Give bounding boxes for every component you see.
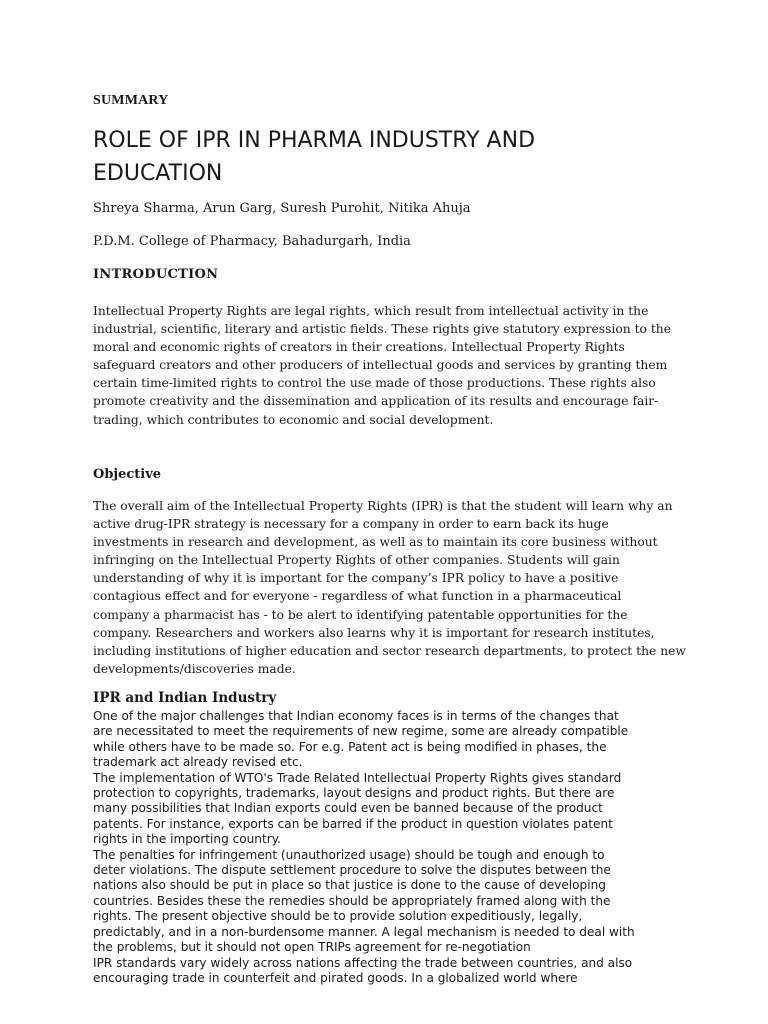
paragraph-line: promote creativity and the dissemination and application of its results and encourage fair- [93, 394, 659, 409]
paragraph-line: active drug-IPR strategy is necessary for a company in order to earn back its huge [93, 517, 609, 532]
paragraph-line: deter violations. The dispute settlement procedure to solve the disputes between the [93, 863, 611, 878]
paragraph-line: patents. For instance, exports can be barred if the product in question violates patent [93, 816, 613, 831]
summary-label: SUMMARY [93, 93, 169, 108]
paragraph-line: rights. The present objective should be to provide solution expeditiously, legally, [93, 909, 583, 924]
title-line: EDUCATION [93, 161, 223, 186]
paragraph-line: trading, which contributes to economic and social development. [93, 412, 494, 427]
paragraph-line: IPR standards vary widely across nations affecting the trade between countries, and also [93, 955, 633, 970]
paragraph-line: rights in the importing country. [93, 832, 281, 847]
paragraph-line: certain time-limited rights to control the use made of those productions. These rights also [93, 376, 656, 391]
ipr-indian-industry-heading: IPR and Indian Industry [93, 690, 277, 706]
authors-line: Shreya Sharma, Arun Garg, Suresh Purohit, Nitika Ahuja [93, 201, 471, 216]
paragraph-line: The penalties for infringement (unauthorized usage) should be tough and enough to [93, 847, 605, 862]
paragraph-line: the problems, but it should not open TRIPs agreement for re-negotiation [93, 940, 531, 955]
paragraph-line: industrial, scientific, literary and artistic fields. These rights give statutory expression to the [93, 322, 671, 337]
paragraph-line: understanding of why it is important for the company’s IPR policy to have a positive [93, 571, 619, 586]
paragraph-line: are necessitated to meet the requirements of new regime, some are already compatible [93, 724, 629, 739]
objective-heading: Objective [93, 467, 162, 482]
paragraph-line: many possibilities that Indian exports could even be banned because of the product [93, 801, 603, 816]
paragraph-line: developments/discoveries made. [93, 661, 296, 676]
paragraph-line: infringing on the Intellectual Property Rights of other companies. Students will gain [93, 553, 620, 568]
introduction-paragraph [93, 302, 671, 429]
paragraph-line: company. Researchers and workers also learns why it is important for research institutes, [93, 625, 655, 640]
paragraph-line: protection to copyrights, trademarks, layout designs and product rights. But there are [93, 786, 615, 801]
objective-paragraph [93, 497, 686, 678]
paragraph-line: including institutions of higher education and sector research departments, to protect the new [93, 643, 686, 658]
paragraph-line: while others have to be made so. For e.g. Patent act is being modified in phases, the [93, 739, 607, 754]
paragraph-line: One of the major challenges that Indian economy faces is in terms of the changes that [93, 709, 619, 723]
paragraph-line: The overall aim of the Intellectual Property Rights (IPR) is that the student will learn why an [93, 499, 673, 513]
introduction-heading: INTRODUCTION [93, 267, 219, 282]
paragraph-line: encouraging trade in counterfeit and pirated goods. In a globalized world where [93, 970, 578, 985]
paragraph-line: investments in research and development, as well as to maintain its core business without [93, 535, 658, 550]
paragraph-line: nations also should be put in place so that justice is done to the cause of developing [93, 878, 606, 893]
paragraph-line: moral and economic rights of creators in their creations. Intellectual Property Rights [93, 340, 625, 355]
paragraph-line: Intellectual Property Rights are legal rights, which result from intellectual activity in the [93, 304, 649, 318]
paragraph-line: countries. Besides these the remedies should be appropriately framed along with the [93, 893, 611, 908]
title-line: ROLE OF IPR IN PHARMA INDUSTRY AND [93, 128, 536, 153]
paragraph-line: company a pharmacist has - to be alert to identifying patentable opportunities for the [93, 607, 628, 622]
paragraph-line: contagious effect and for everyone - regardless of what function in a pharmaceutical [93, 589, 622, 604]
paragraph-line: predictably, and in a non-burdensome manner. A legal mechanism is needed to deal with [93, 924, 635, 939]
ipr-indian-industry-paragraph [93, 709, 635, 986]
affiliation-line: P.D.M. College of Pharmacy, Bahadurgarh, India [93, 234, 411, 249]
paragraph-line: trademark act already revised etc. [93, 755, 303, 770]
paragraph-line: safeguard creators and other producers of intellectual goods and services by granting them [93, 358, 668, 373]
paragraph-line: The implementation of WTO's Trade Related Intellectual Property Rights gives standard [93, 770, 622, 785]
document-title [93, 124, 535, 190]
